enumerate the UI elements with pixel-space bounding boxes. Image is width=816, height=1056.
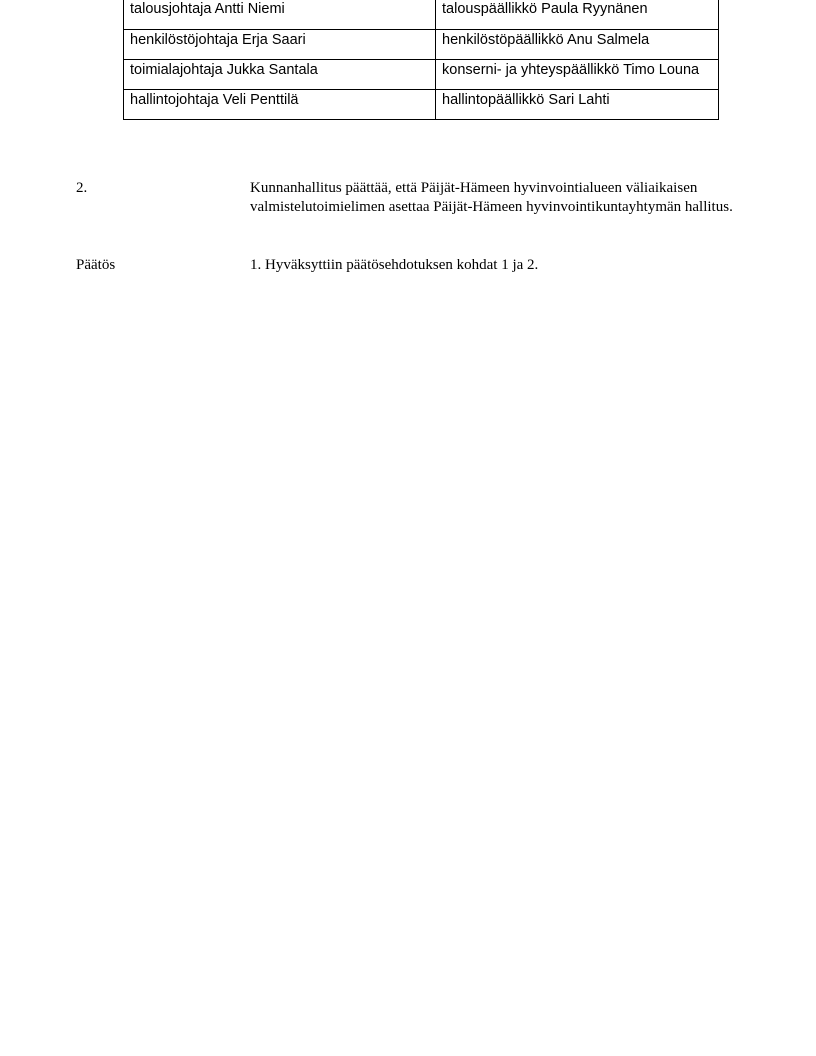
table-row <box>124 0 719 30</box>
table-cell: henkilöstöpäällikkö Anu Salmela <box>436 30 719 60</box>
decision-item-2 <box>76 179 736 239</box>
table-cell: talousjohtaja Antti Niemi <box>124 0 436 30</box>
table-cell: hallintopäällikkö Sari Lahti <box>436 90 719 120</box>
decision-text: 1. Hyväksyttiin päätösehdotuksen kohdat 1 ja 2. <box>250 257 539 273</box>
decision-row <box>76 256 736 278</box>
table-row <box>124 30 719 60</box>
staff-table <box>123 0 719 120</box>
table-cell: talouspäällikkö Paula Ryynänen <box>436 0 719 30</box>
decision-label: Päätös <box>76 257 116 273</box>
table-cell: toimialajohtaja Jukka Santala <box>124 60 436 90</box>
table-row <box>124 60 719 90</box>
item-number: 2. <box>76 180 88 196</box>
table-cell: henkilöstöjohtaja Erja Saari <box>124 30 436 60</box>
table-row <box>124 90 719 120</box>
table-cell: konserni- ja yhteyspäällikkö Timo Louna <box>436 60 719 90</box>
item-text: Kunnanhallitus päättää, että Päijät-Hämeen hyvinvointialueen väliaikaisen valmistelutoimielimen asettaa Päijät-Hämeen hyvinvointikuntayhtymän hallitus. <box>250 180 733 215</box>
table-cell: hallintojohtaja Veli Penttilä <box>124 90 436 120</box>
